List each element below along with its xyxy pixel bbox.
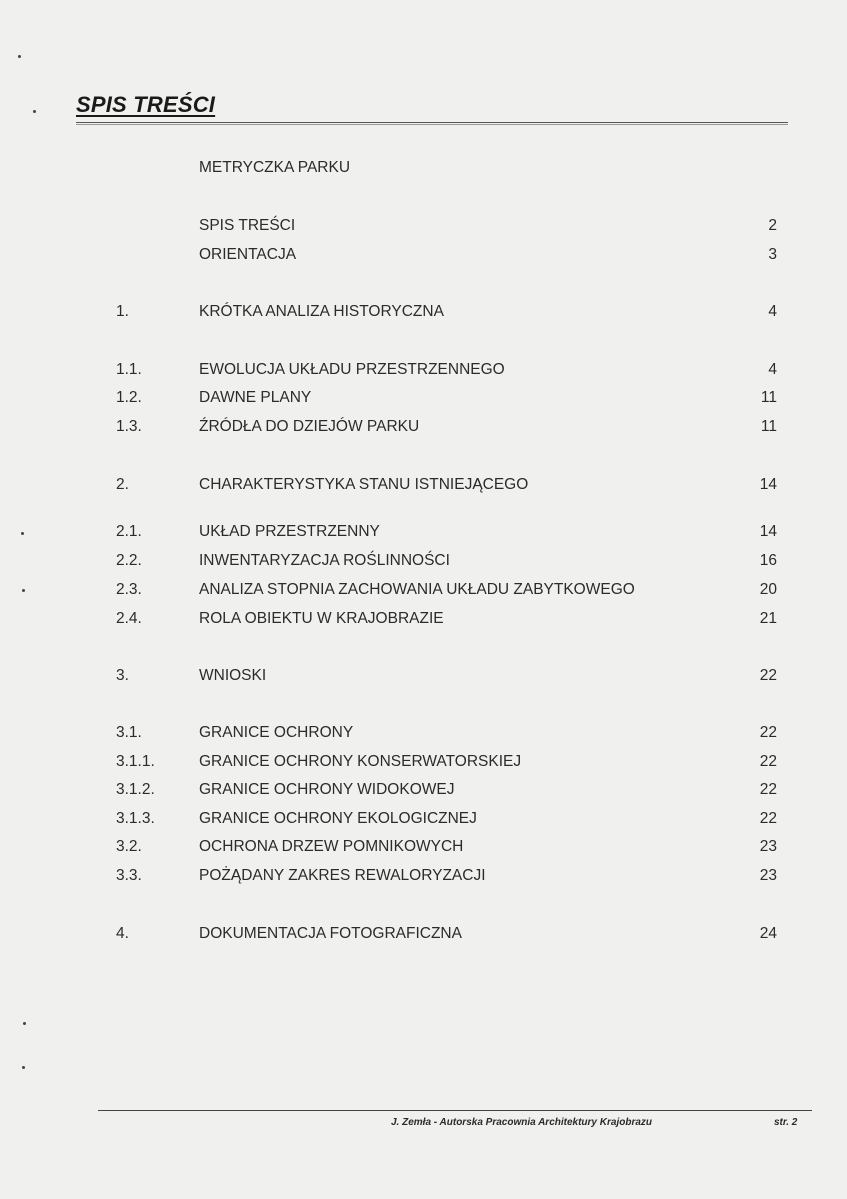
footer-page-number: str. 2 [774, 1117, 798, 1128]
toc-page-number: 16 [759, 552, 777, 569]
toc-entry [0, 387, 847, 409]
toc-title: SPIS TREŚCI [199, 217, 296, 234]
toc-page-number: 22 [759, 753, 777, 770]
toc-number: 1.1. [116, 361, 142, 378]
toc-page-number: 11 [760, 418, 777, 435]
toc-entry [0, 923, 847, 945]
toc-entry [0, 665, 847, 687]
toc-title: GRANICE OCHRONY KONSERWATORSKIEJ [199, 753, 522, 770]
toc-page-number: 22 [759, 810, 777, 827]
toc-entry [0, 865, 847, 887]
toc-page-number: 4 [768, 361, 777, 378]
toc-entry [0, 550, 847, 572]
toc-title: ORIENTACJA [199, 246, 297, 263]
toc-page-number: 22 [759, 667, 777, 684]
scan-mark [33, 110, 36, 113]
toc-entry [0, 521, 847, 543]
toc-entry [0, 751, 847, 773]
toc-title: GRANICE OCHRONY EKOLOGICZNEJ [199, 810, 477, 827]
scan-mark [18, 55, 21, 58]
toc-title: POŻĄDANY ZAKRES REWALORYZACJI [199, 867, 486, 884]
toc-entry [0, 359, 847, 381]
toc-page-number: 23 [759, 867, 777, 884]
footer-author: J. Zemła - Autorska Pracownia Architektury Krajobrazu [391, 1117, 653, 1128]
toc-number: 3.3. [116, 867, 142, 884]
toc-entry [0, 474, 847, 496]
toc-title: INWENTARYZACJA ROŚLINNOŚCI [199, 552, 450, 569]
toc-entry [0, 779, 847, 801]
toc-number: 3.1.2. [116, 781, 155, 798]
toc-page-number: 23 [759, 838, 777, 855]
toc-page-number: 24 [759, 925, 777, 942]
toc-page-number: 4 [768, 303, 777, 320]
toc-number: 1. [116, 303, 129, 320]
toc-number: 3.1.3. [116, 810, 155, 827]
toc-title: ŹRÓDŁA DO DZIEJÓW PARKU [199, 418, 420, 435]
toc-page-number: 21 [759, 610, 777, 627]
toc-number: 3.2. [116, 838, 142, 855]
toc-title: METRYCZKA PARKU [199, 159, 351, 176]
toc-page-number: 11 [760, 389, 777, 406]
toc-page-number: 14 [759, 476, 777, 493]
toc-number: 2.1. [116, 523, 142, 540]
scan-mark [23, 1022, 26, 1025]
toc-page-number: 14 [759, 523, 777, 540]
toc-title: KRÓTKA ANALIZA HISTORYCZNA [199, 303, 444, 320]
toc-number: 3.1. [116, 724, 142, 741]
toc-page-number: 3 [768, 246, 777, 263]
toc-entry [0, 579, 847, 601]
toc-entry [0, 608, 847, 630]
scan-mark [22, 1066, 25, 1069]
toc-number: 3.1.1. [116, 753, 155, 770]
toc-number: 1.3. [116, 418, 142, 435]
scan-mark [21, 532, 24, 535]
toc-title: OCHRONA DRZEW POMNIKOWYCH [199, 838, 464, 855]
page-title: SPIS TREŚCI [76, 92, 216, 117]
toc-number: 3. [116, 667, 129, 684]
toc-title: DOKUMENTACJA FOTOGRAFICZNA [199, 925, 462, 942]
toc-title: GRANICE OCHRONY [199, 724, 354, 741]
toc-number: 2.2. [116, 552, 142, 569]
toc-number: 2.3. [116, 581, 142, 598]
toc-page-number: 20 [759, 581, 777, 598]
toc-page-number: 22 [759, 781, 777, 798]
toc-number: 4. [116, 925, 129, 942]
scan-mark [22, 589, 25, 592]
toc-page-number: 22 [759, 724, 777, 741]
toc-title: DAWNE PLANY [199, 389, 312, 406]
title-divider [76, 122, 788, 125]
toc-entry [0, 416, 847, 438]
toc-title: GRANICE OCHRONY WIDOKOWEJ [199, 781, 455, 798]
toc-title: ROLA OBIEKTU W KRAJOBRAZIE [199, 610, 444, 627]
footer-divider [98, 1110, 812, 1111]
toc-number: 2.4. [116, 610, 142, 627]
toc-number: 1.2. [116, 389, 142, 406]
toc-entry [0, 157, 847, 179]
toc-number: 2. [116, 476, 129, 493]
toc-title: CHARAKTERYSTYKA STANU ISTNIEJĄCEGO [199, 476, 529, 493]
toc-title: WNIOSKI [199, 667, 267, 684]
toc-entry [0, 244, 847, 266]
toc-page-number: 2 [768, 217, 777, 234]
toc-title: UKŁAD PRZESTRZENNY [199, 523, 380, 540]
toc-title: EWOLUCJA UKŁADU PRZESTRZENNEGO [199, 361, 505, 378]
toc-title: ANALIZA STOPNIA ZACHOWANIA UKŁADU ZABYTKOWEGO [199, 581, 635, 598]
toc-entry [0, 215, 847, 237]
toc-entry [0, 722, 847, 744]
toc-entry [0, 301, 847, 323]
toc-entry [0, 836, 847, 858]
toc-entry [0, 808, 847, 830]
